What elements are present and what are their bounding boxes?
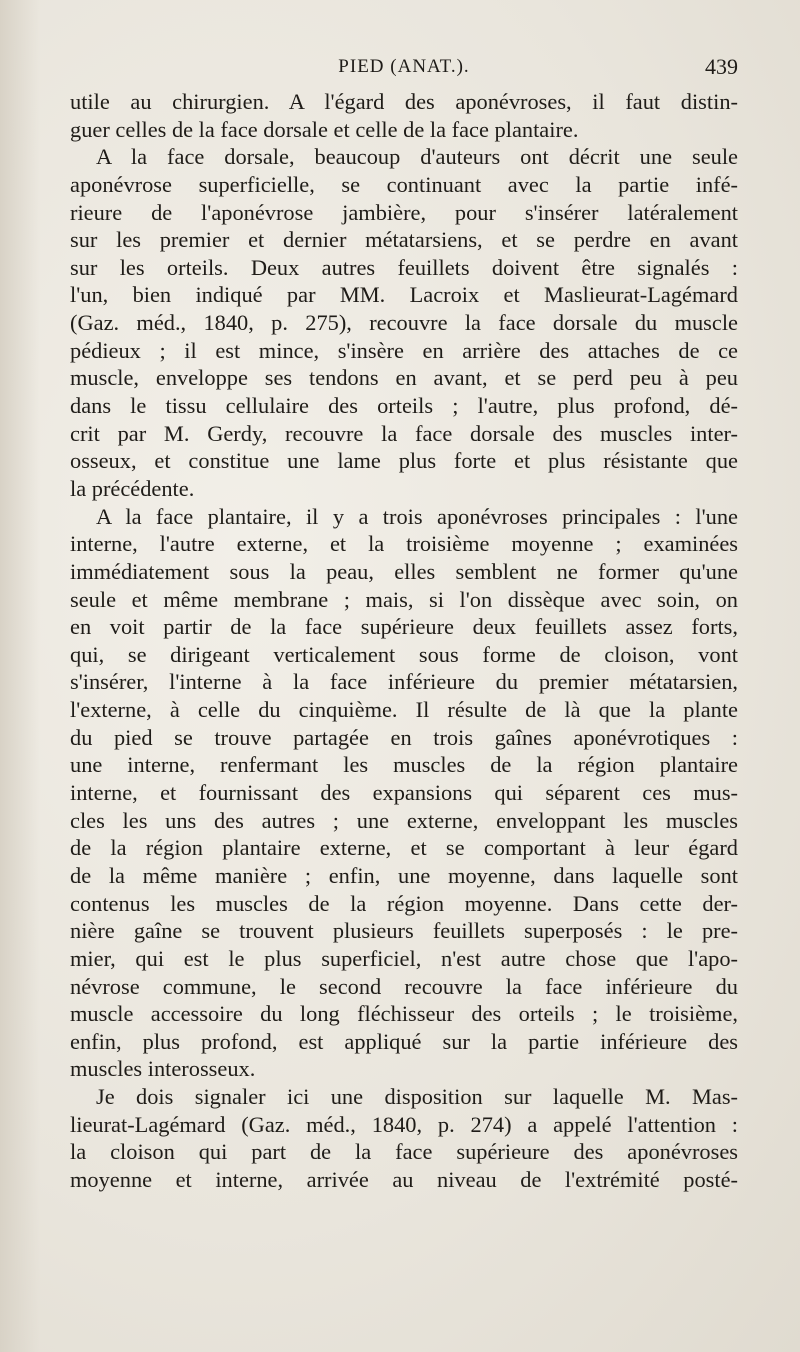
text-line: une interne, renfermant les muscles de la région plantaire (70, 752, 738, 778)
text-line: sur les premier et dernier métatarsiens, et se perdre en avant (70, 227, 738, 253)
text-line: lieurat-Lagémard (Gaz. méd., 1840, p. 274) a appelé l'attention : (70, 1111, 738, 1137)
text-line: A la face dorsale, beaucoup d'auteurs ont décrit une seule (96, 144, 738, 170)
text-line: crit par M. Gerdy, recouvre la face dorsale des muscles inter- (70, 420, 738, 446)
text-line: muscle accessoire du long fléchisseur des orteils ; le troisième, (70, 1001, 738, 1027)
text-line: guer celles de la face dorsale et celle de la face plantaire. (70, 116, 579, 142)
text-line: seule et même membrane ; mais, si l'on dissèque avec soin, on (70, 586, 738, 612)
text-line: nière gaîne se trouvent plusieurs feuillets superposés : le pre- (70, 918, 738, 944)
text-line: dans le tissu cellulaire des orteils ; l'autre, plus profond, dé- (70, 393, 738, 419)
text-line: interne, l'autre externe, et la troisième moyenne ; examinées (70, 531, 738, 557)
text-line: aponévrose superficielle, se continuant avec la partie infé- (70, 171, 738, 197)
text-line: immédiatement sous la peau, elles semblent ne former qu'une (70, 558, 738, 584)
text-line: qui, se dirigeant verticalement sous forme de cloison, vont (70, 641, 738, 667)
text-line: contenus les muscles de la région moyenne. Dans cette der- (70, 890, 738, 916)
text-line: de la région plantaire externe, et se comportant à leur égard (70, 835, 738, 861)
text-line: interne, et fournissant des expansions qui séparent ces mus- (70, 780, 738, 806)
text-line: sur les orteils. Deux autres feuillets doivent être signalés : (70, 254, 738, 280)
text-line: muscle, enveloppe ses tendons en avant, et se perd peu à peu (70, 365, 738, 391)
body-text (70, 88, 738, 1194)
text-line: mier, qui est le plus superficiel, n'est autre chose que l'apo- (70, 945, 738, 971)
text-line: osseux, et constitue une lame plus forte et plus résistante que (70, 448, 738, 474)
text-line: moyenne et interne, arrivée au niveau de l'extrémité posté- (70, 1166, 738, 1192)
text-line: en voit partir de la face supérieure deux feuillets assez forts, (70, 614, 738, 640)
text-line: du pied se trouve partagée en trois gaînes aponévrotiques : (70, 724, 738, 750)
page-number: 439 (705, 54, 738, 79)
text-line: Je dois signaler ici une disposition sur laquelle M. Mas- (96, 1084, 738, 1110)
text-line: la cloison qui part de la face supérieure des aponévroses (70, 1139, 738, 1165)
text-line: rieure de l'aponévrose jambière, pour s'insérer latéralement (70, 199, 738, 225)
text-line: pédieux ; il est mince, s'insère en arrière des attaches de ce (70, 337, 738, 363)
text-line: s'insérer, l'interne à la face inférieure du premier métatarsien, (70, 669, 738, 695)
text-line: de la même manière ; enfin, une moyenne, dans laquelle sont (70, 862, 738, 888)
page-header (70, 56, 738, 88)
text-line: l'un, bien indiqué par MM. Lacroix et Maslieurat-Lagémard (70, 282, 738, 308)
text-line: A la face plantaire, il y a trois aponévroses principales : l'une (96, 503, 738, 529)
text-line: enfin, plus profond, est appliqué sur la partie inférieure des (70, 1028, 738, 1054)
text-line: (Gaz. méd., 1840, p. 275), recouvre la face dorsale du muscle (70, 310, 738, 336)
text-line: névrose commune, le second recouvre la face inférieure du (70, 973, 738, 999)
text-line: l'externe, à celle du cinquième. Il résulte de là que la plante (70, 697, 738, 723)
text-line: cles les uns des autres ; une externe, enveloppant les muscles (70, 807, 738, 833)
page-gutter-shadow (0, 0, 40, 1352)
text-line: la précédente. (70, 475, 195, 501)
text-line: utile au chirurgien. A l'égard des aponévroses, il faut distin- (70, 89, 738, 114)
text-line: muscles interosseux. (70, 1056, 256, 1082)
running-head: PIED (ANAT.). (338, 56, 470, 77)
